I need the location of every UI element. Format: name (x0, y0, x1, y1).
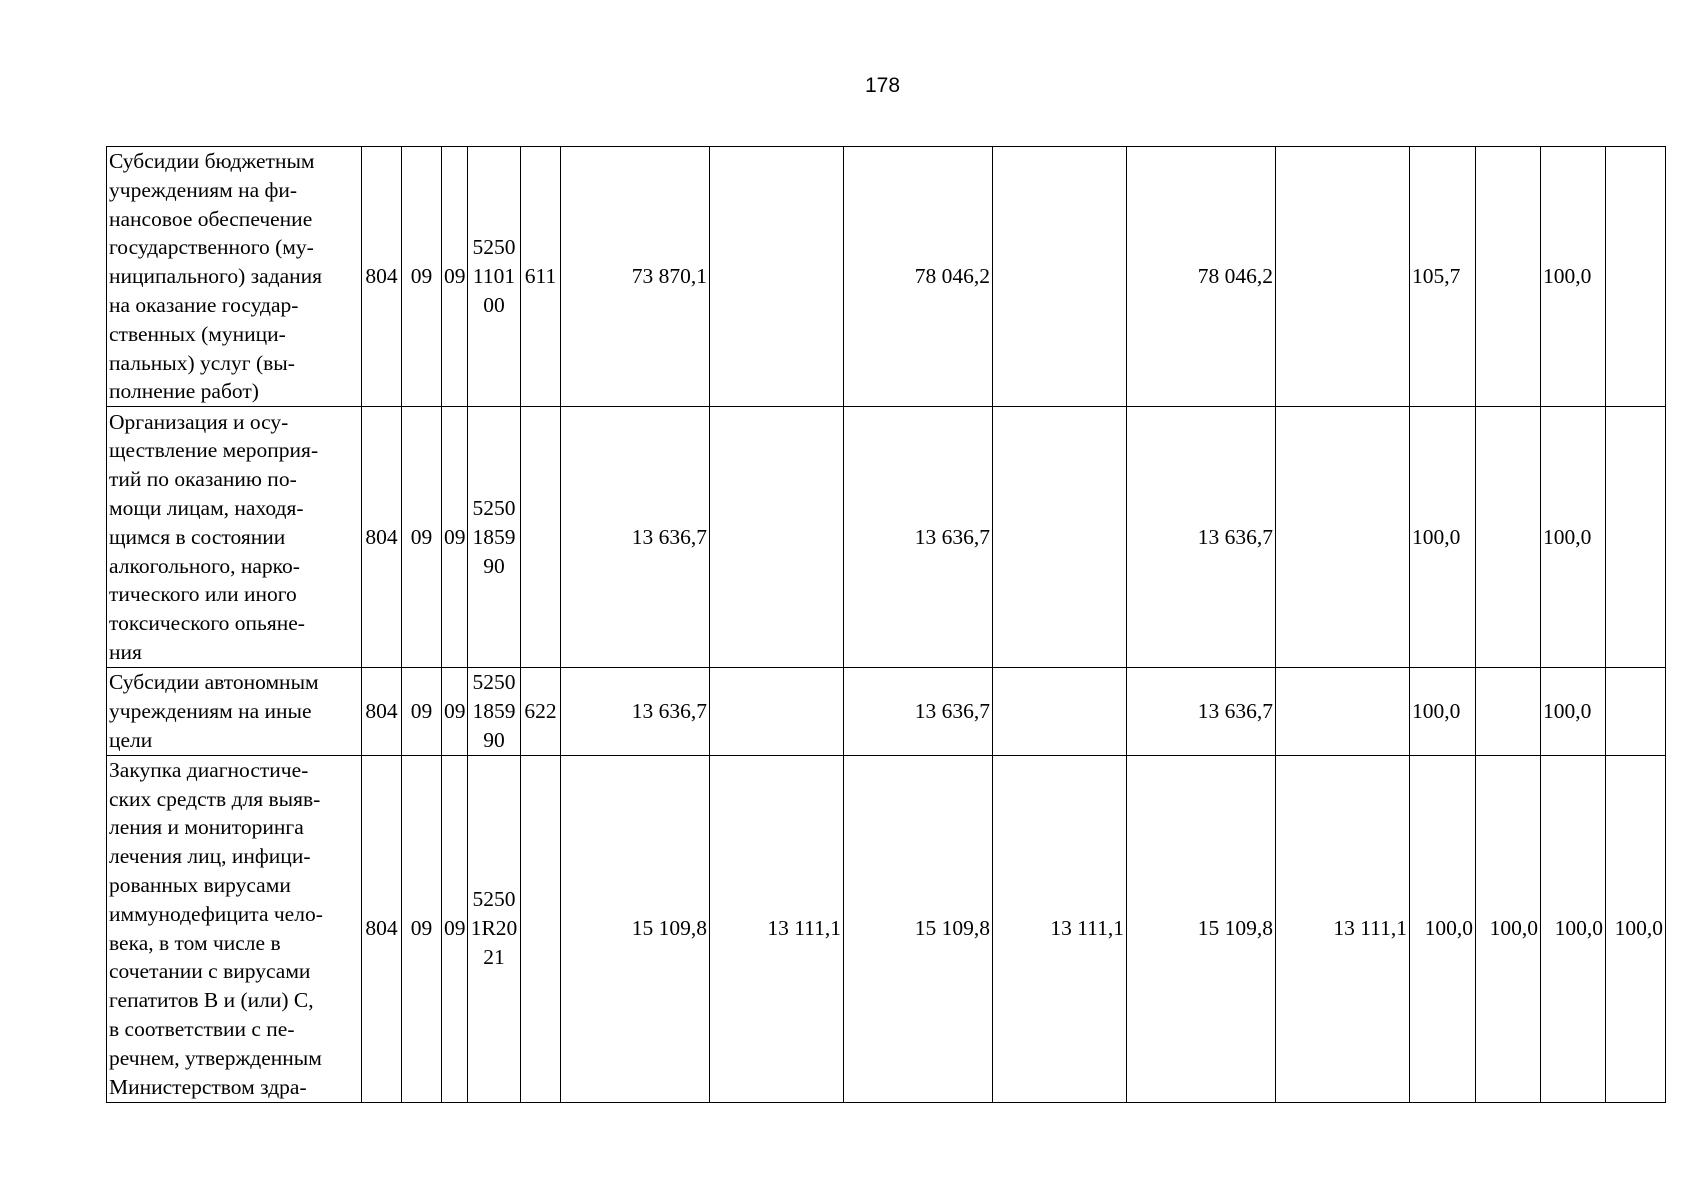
row-name: Субсидии автономным учреждениям на иные цели (107, 668, 362, 755)
rz-code: 09 (402, 755, 442, 1102)
gr-code: 804 (362, 668, 402, 755)
pr-code: 09 (442, 407, 468, 668)
target-article-code: 5250 1859 90 (468, 668, 521, 755)
amount-cell: 13 636,7 (1127, 668, 1276, 755)
pr-code: 09 (442, 755, 468, 1102)
vr-code (521, 407, 561, 668)
amount-cell (710, 668, 844, 755)
amount-cell: 13 636,7 (561, 668, 710, 755)
row-name: Организация и осу- ществление мероприя- тий по оказанию по- мощи лицам, находя- щимся в состоянии алкогольного, нарко- тического или иного токсического опьяне- ния (107, 407, 362, 668)
percent-cell (1606, 407, 1666, 668)
amount-cell: 13 636,7 (844, 407, 993, 668)
table-row (107, 755, 1666, 1102)
amount-cell (993, 407, 1127, 668)
amount-cell: 78 046,2 (844, 147, 993, 407)
percent-cell (1606, 147, 1666, 407)
percent-cell: 100,0 (1476, 755, 1541, 1102)
rz-code: 09 (402, 407, 442, 668)
amount-cell (1276, 668, 1410, 755)
percent-cell: 105,7 (1410, 147, 1476, 407)
gr-code: 804 (362, 755, 402, 1102)
amount-cell: 13 636,7 (561, 407, 710, 668)
percent-cell (1476, 668, 1541, 755)
percent-cell: 100,0 (1410, 668, 1476, 755)
percent-cell (1606, 668, 1666, 755)
row-name: Закупка диагностиче- ских средств для выяв- ления и мониторинга лечения лиц, инфици- рованных вирусами иммунодефицита чело- века, в том числе в сочетании с вирусами гепатитов B и (или) C, в соответствии с пе- речнем, утвержденным Министерством здра- (107, 755, 362, 1102)
vr-code (521, 755, 561, 1102)
amount-cell: 15 109,8 (1127, 755, 1276, 1102)
target-article-code: 5250 1859 90 (468, 407, 521, 668)
amount-cell: 13 111,1 (710, 755, 844, 1102)
amount-cell: 15 109,8 (561, 755, 710, 1102)
percent-cell: 100,0 (1541, 755, 1606, 1102)
target-article-code: 5250 1101 00 (468, 147, 521, 407)
amount-cell: 13 111,1 (1276, 755, 1410, 1102)
gr-code: 804 (362, 407, 402, 668)
rz-code: 09 (402, 147, 442, 407)
percent-cell: 100,0 (1606, 755, 1666, 1102)
rz-code: 09 (402, 668, 442, 755)
amount-cell (710, 147, 844, 407)
amount-cell (1276, 147, 1410, 407)
percent-cell (1476, 407, 1541, 668)
vr-code: 622 (521, 668, 561, 755)
amount-cell (993, 147, 1127, 407)
table-row (107, 407, 1666, 668)
amount-cell (993, 668, 1127, 755)
percent-cell: 100,0 (1410, 407, 1476, 668)
amount-cell: 73 870,1 (561, 147, 710, 407)
amount-cell (710, 407, 844, 668)
vr-code: 611 (521, 147, 561, 407)
percent-cell: 100,0 (1541, 147, 1606, 407)
percent-cell: 100,0 (1410, 755, 1476, 1102)
percent-cell: 100,0 (1541, 668, 1606, 755)
budget-table (106, 146, 1666, 1103)
percent-cell: 100,0 (1541, 407, 1606, 668)
target-article-code: 5250 1R20 21 (468, 755, 521, 1102)
page-number: 178 (864, 74, 901, 97)
row-name: Субсидии бюджетным учреждениям на фи- нансовое обеспечение государственного (му- ниципального) задания на оказание государ- ственных (муници- пальных) услуг (вы- полнение работ) (107, 147, 362, 407)
amount-cell: 13 636,7 (1127, 407, 1276, 668)
amount-cell: 13 111,1 (993, 755, 1127, 1102)
amount-cell: 78 046,2 (1127, 147, 1276, 407)
table-row (107, 668, 1666, 755)
pr-code: 09 (442, 147, 468, 407)
amount-cell: 15 109,8 (844, 755, 993, 1102)
amount-cell: 13 636,7 (844, 668, 993, 755)
gr-code: 804 (362, 147, 402, 407)
amount-cell (1276, 407, 1410, 668)
table-row (107, 147, 1666, 407)
pr-code: 09 (442, 668, 468, 755)
percent-cell (1476, 147, 1541, 407)
